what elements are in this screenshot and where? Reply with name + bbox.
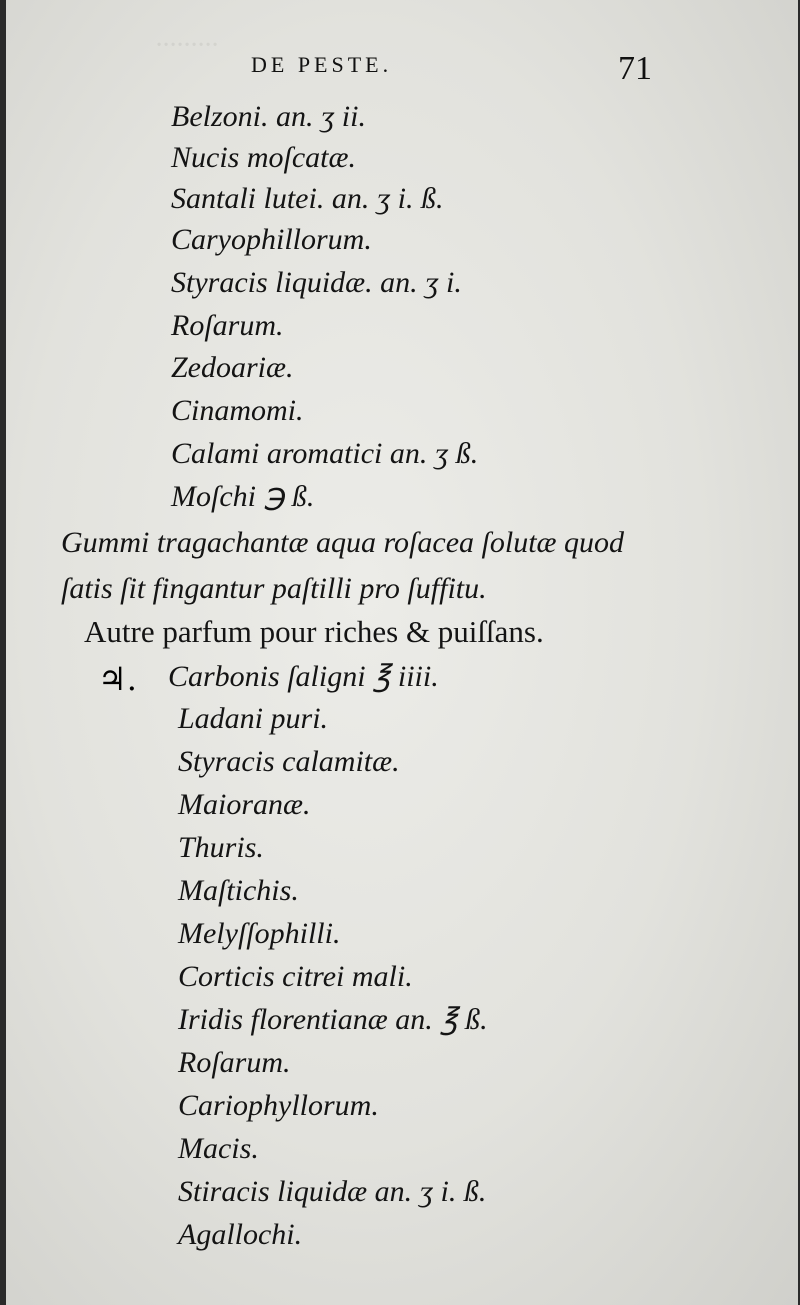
recipe2-line: Maſtichis. bbox=[178, 874, 299, 907]
recipe2-line: Ladani puri. bbox=[178, 702, 329, 735]
recipe1-line: Styracis liquidæ. an. ʒ i. bbox=[171, 266, 462, 299]
recipe2-line: Maioranæ. bbox=[178, 788, 311, 821]
recipe1-line: Calami aromatici an. ʒ ß. bbox=[171, 437, 479, 470]
book-page bbox=[6, 0, 798, 1305]
recipe1-line: Belzoni. an. ʒ ii. bbox=[171, 100, 366, 133]
show-through-text: ········· bbox=[156, 30, 219, 61]
instruction-line: Gummi tragachantæ aqua roſacea ſolutæ quod bbox=[61, 526, 625, 559]
jupiter-recipe-symbol: ♃. bbox=[98, 660, 137, 698]
instruction-line: ſatis ſit fingantur paſtilli pro ſuffitu. bbox=[61, 572, 487, 605]
recipe2-line: Roſarum. bbox=[178, 1046, 291, 1079]
recipe1-line: Moſchi ℈ ß. bbox=[171, 480, 315, 513]
section-heading: Autre parfum pour riches & puiſſans. bbox=[84, 614, 544, 649]
recipe2-line: Stiracis liquidæ an. ʒ i. ß. bbox=[178, 1175, 487, 1208]
recipe2-line: Iridis florentianæ an. ℥ ß. bbox=[178, 1003, 488, 1036]
recipe1-line: Santali lutei. an. ʒ i. ß. bbox=[171, 182, 444, 215]
recipe1-line: Roſarum. bbox=[171, 309, 284, 342]
recipe2-line: Cariophyllorum. bbox=[178, 1089, 379, 1122]
recipe2-line: Agallochi. bbox=[178, 1218, 303, 1251]
recipe1-line: Zedoariæ. bbox=[171, 351, 294, 384]
recipe2-line: Corticis citrei mali. bbox=[178, 960, 413, 993]
recipe2-line: Thuris. bbox=[178, 831, 264, 864]
recipe2-line: Macis. bbox=[178, 1132, 259, 1165]
recipe1-line: Caryophillorum. bbox=[171, 223, 372, 256]
recipe2-line: Carbonis ſaligni ℥ iiii. bbox=[168, 660, 439, 693]
recipe2-line: Melyſſophilli. bbox=[178, 917, 341, 950]
page-number: 71 bbox=[618, 50, 652, 87]
running-head: DE PESTE. bbox=[251, 52, 393, 77]
recipe1-line: Nucis moſcatæ. bbox=[171, 141, 356, 174]
recipe2-line: Styracis calamitæ. bbox=[178, 745, 400, 778]
recipe1-line: Cinamomi. bbox=[171, 394, 304, 427]
